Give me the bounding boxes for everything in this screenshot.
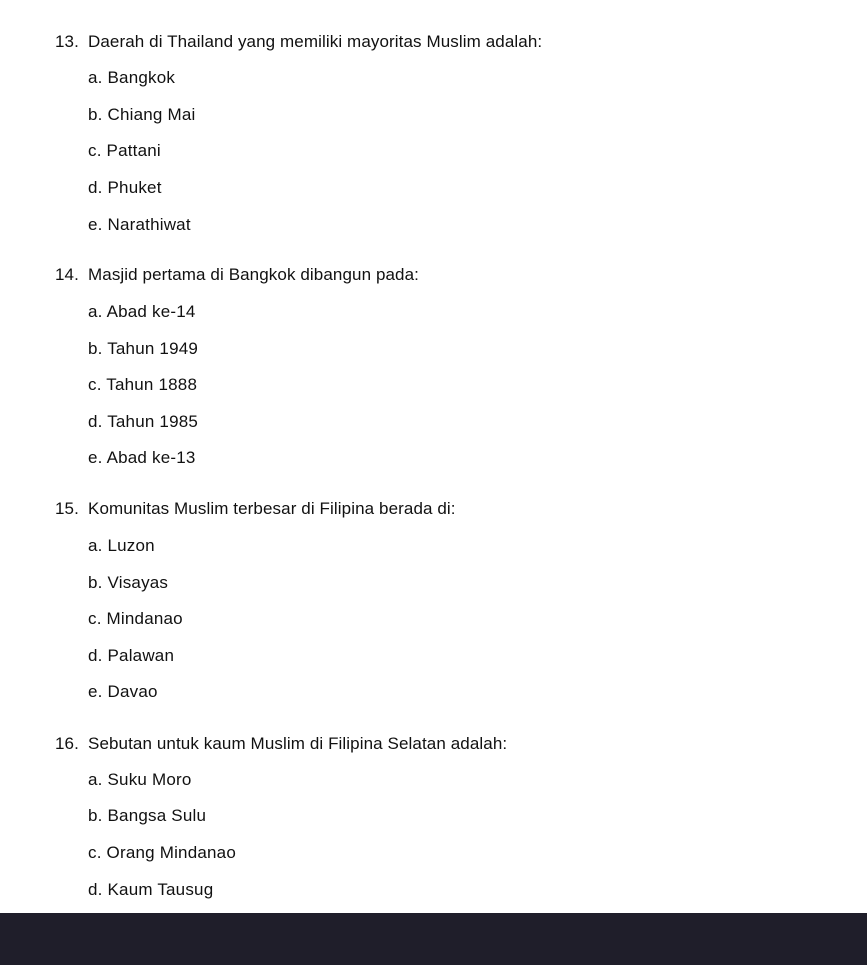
option-d: d. Palawan bbox=[88, 646, 175, 665]
option-c: c. Orang Mindanao bbox=[88, 843, 236, 862]
option-c: c. Mindanao bbox=[88, 609, 183, 628]
option-a: a. Suku Moro bbox=[88, 770, 192, 789]
option-b: b. Visayas bbox=[88, 573, 169, 592]
option-d: d. Phuket bbox=[88, 178, 162, 197]
option-a: a. Bangkok bbox=[88, 68, 176, 87]
option-a: a. Abad ke-14 bbox=[88, 302, 196, 321]
option-b: b. Tahun 1949 bbox=[88, 339, 199, 358]
question-number: 14. bbox=[55, 265, 79, 284]
option-b: b. Bangsa Sulu bbox=[88, 806, 207, 825]
question-text bbox=[55, 733, 507, 755]
option-b: b. Chiang Mai bbox=[88, 105, 196, 124]
option-e: e. Davao bbox=[88, 682, 158, 701]
option-d: d. Kaum Tausug bbox=[88, 880, 214, 899]
option-c: c. Pattani bbox=[88, 141, 161, 160]
question-prompt: Sebutan untuk kaum Muslim di Filipina Selatan adalah: bbox=[88, 734, 508, 753]
option-e: e. Abad ke-13 bbox=[88, 448, 196, 467]
bottom-bar bbox=[0, 913, 867, 965]
question-number: 13. bbox=[55, 32, 79, 51]
question-prompt: Daerah di Thailand yang memiliki mayoritas Muslim adalah: bbox=[88, 32, 543, 51]
question-text bbox=[55, 264, 419, 286]
question-prompt: Komunitas Muslim terbesar di Filipina berada di: bbox=[88, 499, 456, 518]
option-c: c. Tahun 1888 bbox=[88, 375, 198, 394]
option-d: d. Tahun 1985 bbox=[88, 412, 199, 431]
question-number: 15. bbox=[55, 499, 79, 518]
question-prompt: Masjid pertama di Bangkok dibangun pada: bbox=[88, 265, 419, 284]
option-a: a. Luzon bbox=[88, 536, 155, 555]
question-text bbox=[55, 31, 542, 53]
question-number: 16. bbox=[55, 734, 79, 753]
option-e: e. Narathiwat bbox=[88, 215, 191, 234]
question-text bbox=[55, 498, 456, 520]
